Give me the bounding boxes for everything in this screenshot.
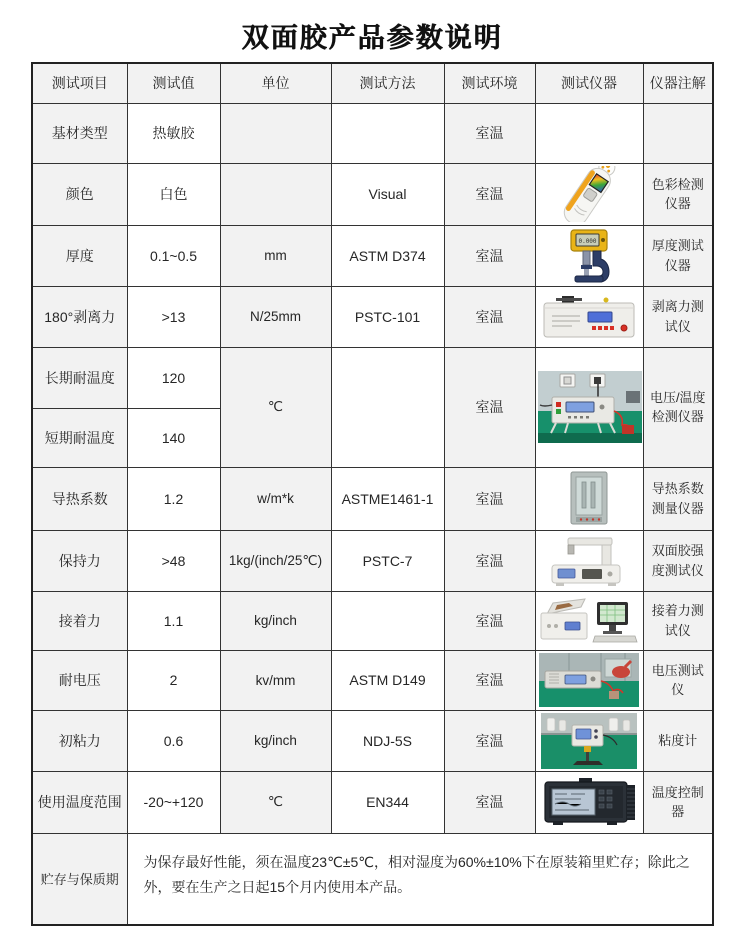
note-cell: 厚度测试仪器 [643, 225, 713, 286]
peel-force-tester-photo [542, 294, 636, 340]
test-value-cell: >13 [127, 286, 220, 347]
row-adhesion [32, 591, 713, 650]
note-cell: 温度控制器 [643, 771, 713, 833]
environment-cell: 室温 [444, 347, 535, 467]
col-header-instrument: 测试仪器 [535, 63, 643, 103]
instrument-cell [535, 225, 643, 286]
test-value-cell: 白色 [127, 163, 220, 225]
method-cell: Visual [331, 163, 444, 225]
test-value-cell: 140 [127, 408, 220, 467]
test-item-cell: 短期耐温度 [32, 408, 127, 467]
test-value-cell: 120 [127, 347, 220, 408]
test-item-cell: 颜色 [32, 163, 127, 225]
row-peel-strength [32, 286, 713, 347]
test-item-cell: 180°剥离力 [32, 286, 127, 347]
test-value-cell: 2 [127, 650, 220, 710]
instrument-cell [535, 163, 643, 225]
row-substrate-type [32, 103, 713, 163]
colorimeter-photo [557, 166, 621, 222]
test-item-cell: 厚度 [32, 225, 127, 286]
environment-cell: 室温 [444, 710, 535, 771]
col-header-note: 仪器注解 [643, 63, 713, 103]
svg-text:0.000: 0.000 [578, 237, 597, 245]
col-header-test-item: 测试项目 [32, 63, 127, 103]
thickness-gauge-photo [563, 228, 615, 284]
method-cell: PSTC-7 [331, 530, 444, 591]
instrument-cell [535, 347, 643, 467]
environment-cell: 室温 [444, 286, 535, 347]
note-cell: 接着力测试仪 [643, 591, 713, 650]
voltage-temperature-detector-photo [538, 371, 642, 443]
method-cell: PSTC-101 [331, 286, 444, 347]
row-thermal-conductivity [32, 467, 713, 530]
page-title: 双面胶产品参数说明 [241, 23, 503, 53]
environment-cell: 室温 [444, 771, 535, 833]
note-cell: 电压测试仪 [643, 650, 713, 710]
instrument-cell [535, 530, 643, 591]
instrument-cell [535, 103, 643, 163]
col-header-test-value: 测试值 [127, 63, 220, 103]
test-item-cell: 耐电压 [32, 650, 127, 710]
environment-cell: 室温 [444, 163, 535, 225]
row-initial-tack [32, 710, 713, 771]
row-color [32, 163, 713, 225]
unit-cell: kg/inch [220, 591, 331, 650]
row-voltage-resistance [32, 650, 713, 710]
test-value-cell: 0.1~0.5 [127, 225, 220, 286]
method-cell: EN344 [331, 771, 444, 833]
col-header-unit: 单位 [220, 63, 331, 103]
environment-cell: 室温 [444, 530, 535, 591]
environment-cell: 室温 [444, 225, 535, 286]
unit-cell: mm [220, 225, 331, 286]
note-cell: 粘度计 [643, 710, 713, 771]
note-cell: 剥离力测试仪 [643, 286, 713, 347]
header-row [32, 63, 713, 103]
viscometer-photo [541, 713, 637, 769]
test-item-cell: 贮存与保质期 [32, 833, 127, 925]
environment-cell: 室温 [444, 103, 535, 163]
note-cell: 导热系数测量仪器 [643, 467, 713, 530]
instrument-cell [535, 467, 643, 530]
adhesion-tester-photo [539, 597, 639, 645]
col-header-method: 测试方法 [331, 63, 444, 103]
unit-cell: 1kg/(inch/25℃) [220, 530, 331, 591]
test-item-cell: 初粘力 [32, 710, 127, 771]
row-long-term-temperature [32, 347, 713, 408]
note-cell: 双面胶强度测试仪 [643, 530, 713, 591]
storage-instructions-text: 为保存最好性能，须在温度23℃±5℃，相对湿度为60%±10%下在原装箱里贮存；除此之外，要在生产之日起15个月内使用本产品。 [127, 833, 713, 925]
unit-cell [220, 103, 331, 163]
row-thickness [32, 225, 713, 286]
instrument-cell [535, 710, 643, 771]
unit-cell: ℃ [220, 771, 331, 833]
test-value-cell: 1.2 [127, 467, 220, 530]
note-cell: 色彩检测仪器 [643, 163, 713, 225]
unit-cell: kv/mm [220, 650, 331, 710]
instrument-cell [535, 650, 643, 710]
test-value-cell: 热敏胶 [127, 103, 220, 163]
method-cell [331, 591, 444, 650]
method-cell: NDJ-5S [331, 710, 444, 771]
instrument-cell [535, 771, 643, 833]
method-cell [331, 347, 444, 467]
temperature-controller-photo [541, 776, 637, 828]
test-value-cell: 0.6 [127, 710, 220, 771]
unit-cell: w/m*k [220, 467, 331, 530]
test-item-cell: 使用温度范围 [32, 771, 127, 833]
method-cell: ASTM D374 [331, 225, 444, 286]
product-parameter-table [31, 62, 714, 926]
note-cell: 电压/温度检测仪器 [643, 347, 713, 467]
unit-cell [220, 163, 331, 225]
unit-cell: kg/inch [220, 710, 331, 771]
test-value-cell: -20~+120 [127, 771, 220, 833]
environment-cell: 室温 [444, 591, 535, 650]
thermal-conductivity-tester-photo [566, 470, 612, 528]
voltage-tester-photo [539, 653, 639, 707]
method-cell: ASTM D149 [331, 650, 444, 710]
test-item-cell: 长期耐温度 [32, 347, 127, 408]
unit-cell: N/25mm [220, 286, 331, 347]
environment-cell: 室温 [444, 650, 535, 710]
test-value-cell: 1.1 [127, 591, 220, 650]
unit-cell: ℃ [220, 347, 331, 467]
holding-power-tester-photo [548, 535, 630, 587]
instrument-cell [535, 286, 643, 347]
row-operating-temperature-range [32, 771, 713, 833]
method-cell: ASTME1461-1 [331, 467, 444, 530]
row-storage-shelf-life [32, 833, 713, 925]
test-item-cell: 接着力 [32, 591, 127, 650]
test-value-cell: >48 [127, 530, 220, 591]
test-item-cell: 保持力 [32, 530, 127, 591]
test-item-cell: 导热系数 [32, 467, 127, 530]
test-item-cell: 基材类型 [32, 103, 127, 163]
col-header-environment: 测试环境 [444, 63, 535, 103]
instrument-cell [535, 591, 643, 650]
note-cell [643, 103, 713, 163]
environment-cell: 室温 [444, 467, 535, 530]
method-cell [331, 103, 444, 163]
row-holding-power [32, 530, 713, 591]
